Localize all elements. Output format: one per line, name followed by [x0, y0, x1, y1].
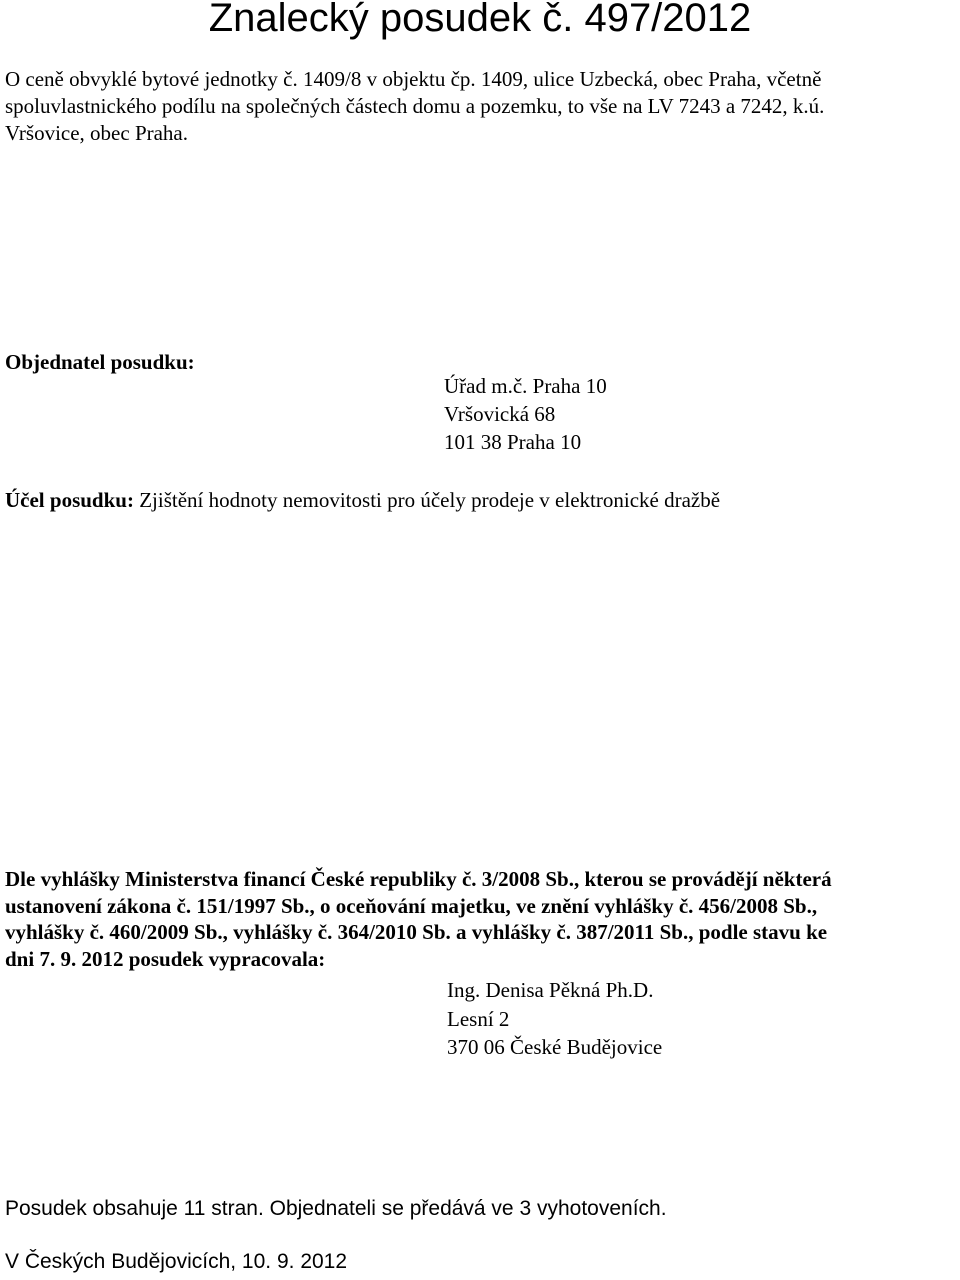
purpose-line: [5, 486, 720, 514]
subject-description: [5, 66, 955, 147]
legal-basis-line: vyhlášky č. 460/2009 Sb., vyhlášky č. 364/2010 Sb. a vyhlášky č. 387/2011 Sb., podle stavu ke: [5, 920, 828, 944]
legal-basis-line: dni 7. 9. 2012 posudek vypracovala:: [5, 946, 326, 971]
expert-contact: [447, 976, 662, 1062]
expert-line: Lesní 2: [447, 1006, 510, 1031]
client-address-line: 101 38 Praha 10: [444, 430, 582, 454]
expert-line: 370 06 České Budějovice: [447, 1035, 663, 1059]
purpose-text: Zjištění hodnoty nemovitosti pro účely prodeje v elektronické dražbě: [133, 488, 721, 512]
client-address: [444, 372, 607, 456]
subject-line: Vršovice, obec Praha.: [5, 121, 189, 145]
client-address-line: Vršovická 68: [444, 402, 556, 426]
subject-line: spoluvlastnického podílu na společných částech domu a pozemku, to vše na LV 7243 a 7242, k.ú.: [5, 94, 825, 118]
subject-line: O ceně obvyklé bytové jednotky č. 1409/8 v objektu čp. 1409, ulice Uzbecká, obec Praha, včetně: [5, 67, 822, 91]
legal-basis-line: Dle vyhlášky Ministerstva financí České republiky č. 3/2008 Sb., kterou se provádějí některá: [5, 867, 832, 891]
client-label: Objednatel posudku:: [5, 350, 195, 374]
client-address-line: Úřad m.č. Praha 10: [444, 374, 607, 398]
document-title: Znalecký posudek č. 497/2012: [208, 0, 752, 40]
legal-basis-line: ustanovení zákona č. 151/1997 Sb., o oceňování majetku, ve znění vyhlášky č. 456/2008 Sb.,: [5, 893, 818, 918]
place-date: V Českých Budějovicích, 10. 9. 2012: [5, 1250, 348, 1273]
legal-basis: [5, 866, 960, 972]
pages-note: Posudek obsahuje 11 stran. Objednateli se předává ve 3 vyhotoveních.: [5, 1197, 667, 1220]
expert-line: Ing. Denisa Pěkná Ph.D.: [447, 978, 654, 1002]
purpose-label: Účel posudku:: [5, 488, 134, 512]
